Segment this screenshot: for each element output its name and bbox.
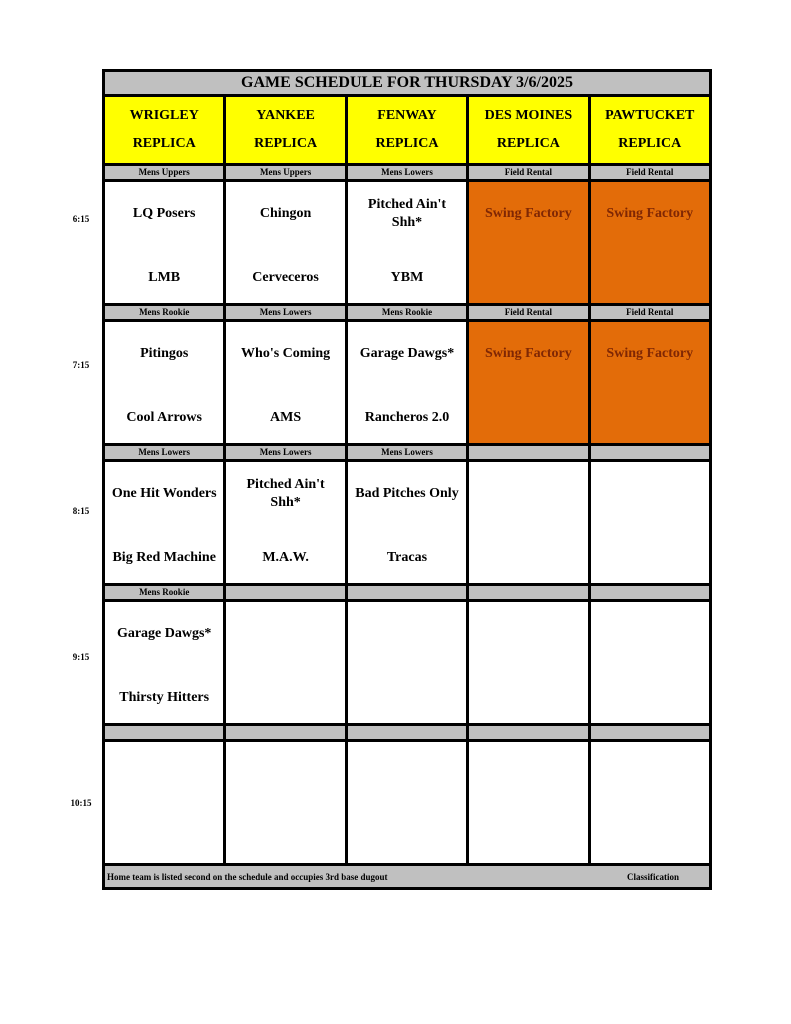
home-team <box>591 538 709 578</box>
field-name: YANKEE <box>256 108 315 123</box>
away-team <box>469 754 587 794</box>
away-team: Swing Factory <box>485 346 572 361</box>
field-name: DES MOINES <box>484 108 573 123</box>
home-team <box>591 678 709 718</box>
game-cell <box>468 461 589 585</box>
away-team <box>105 754 223 794</box>
away-team: Garage Dawgs* <box>359 346 455 361</box>
field-subname: REPLICA <box>254 136 318 151</box>
classification-cell <box>468 725 589 741</box>
home-team <box>105 818 223 858</box>
classification-row <box>104 305 711 321</box>
field-header-row <box>104 96 711 165</box>
game-cell <box>346 321 467 445</box>
classification-cell: Mens Lowers <box>346 165 467 181</box>
home-team <box>591 398 709 438</box>
home-team <box>469 398 587 438</box>
game-cell <box>346 181 467 305</box>
classification-cell: Mens Uppers <box>225 165 346 181</box>
field-subname: REPLICA <box>375 136 439 151</box>
matchup <box>226 322 344 443</box>
home-team: Big Red Machine <box>112 550 216 565</box>
classification-cell <box>346 725 467 741</box>
away-team: Who's Coming <box>241 346 331 361</box>
classification-cell <box>589 445 710 461</box>
field-fenway <box>346 96 467 165</box>
field-wrigley <box>104 96 225 165</box>
away-team: Swing Factory <box>606 346 694 361</box>
classification-cell <box>468 585 589 601</box>
game-cell <box>104 181 225 305</box>
time-slot-label: 6:15 <box>72 214 90 224</box>
home-team <box>348 818 466 858</box>
away-team: Pitched Ain't Shh* <box>367 197 447 230</box>
classification-cell: Mens Lowers <box>346 445 467 461</box>
game-cell <box>589 741 710 865</box>
classification-cell: Mens Lowers <box>225 305 346 321</box>
schedule-title: GAME SCHEDULE FOR THURSDAY 3/6/2025 <box>104 71 711 96</box>
matchup <box>105 182 223 303</box>
away-team <box>591 614 709 654</box>
matchup <box>226 462 344 583</box>
classification-row <box>104 725 711 741</box>
home-team <box>469 818 587 858</box>
game-cell <box>468 741 589 865</box>
game-cell <box>225 601 346 725</box>
classification-cell: Mens Lowers <box>104 445 225 461</box>
away-team: Pitched Ain't Shh* <box>246 477 325 510</box>
field-name: WRIGLEY <box>129 108 199 123</box>
away-team: Swing Factory <box>606 206 694 221</box>
game-cell <box>104 741 225 865</box>
matchup <box>591 602 709 723</box>
matchup <box>469 322 587 443</box>
classification-cell <box>225 725 346 741</box>
home-team: Thirsty Hitters <box>119 690 210 705</box>
home-team <box>348 678 466 718</box>
game-cell <box>104 461 225 585</box>
footer-cell <box>104 865 711 889</box>
field-yankee <box>225 96 346 165</box>
game-cell <box>468 321 589 445</box>
matchup <box>226 182 344 303</box>
classification-row <box>104 585 711 601</box>
matchup <box>105 602 223 723</box>
matchup <box>591 322 709 443</box>
game-row <box>104 601 711 725</box>
footer-content <box>105 872 709 882</box>
classification-cell: Mens Uppers <box>104 165 225 181</box>
classification-cell <box>104 725 225 741</box>
matchup <box>348 602 466 723</box>
away-team: Pitingos <box>140 346 189 361</box>
matchup <box>469 742 587 863</box>
field-des-moines <box>468 96 589 165</box>
away-team: Chingon <box>259 206 312 221</box>
away-team <box>591 474 709 514</box>
home-team: Rancheros 2.0 <box>364 410 450 425</box>
home-team <box>469 258 587 298</box>
matchup <box>105 742 223 863</box>
game-cell <box>346 461 467 585</box>
classification-row <box>104 445 711 461</box>
classification-legend: Classification <box>626 871 679 882</box>
matchup <box>591 182 709 303</box>
game-row <box>104 181 711 305</box>
away-team <box>226 754 344 794</box>
classification-cell <box>589 585 710 601</box>
home-team <box>591 818 709 858</box>
classification-cell <box>346 585 467 601</box>
schedule-table <box>102 69 712 890</box>
home-team <box>226 678 344 718</box>
away-team <box>469 474 587 514</box>
away-team <box>226 614 344 654</box>
matchup <box>348 182 466 303</box>
away-team: One Hit Wonders <box>111 486 217 501</box>
game-cell <box>346 741 467 865</box>
away-team: Swing Factory <box>485 206 572 221</box>
away-team <box>591 754 709 794</box>
matchup <box>469 462 587 583</box>
game-row <box>104 741 711 865</box>
home-team: M.A.W. <box>262 550 309 565</box>
matchup <box>348 742 466 863</box>
classification-cell: Mens Rookie <box>104 585 225 601</box>
time-slot-label: 7:15 <box>72 360 90 370</box>
classification-cell: Field Rental <box>468 305 589 321</box>
title-row <box>104 71 711 96</box>
away-team <box>348 614 466 654</box>
time-slot-label: 8:15 <box>72 506 90 516</box>
classification-cell: Mens Rookie <box>104 305 225 321</box>
classification-row <box>104 165 711 181</box>
home-team <box>469 538 587 578</box>
game-cell <box>468 181 589 305</box>
matchup <box>226 602 344 723</box>
home-team <box>469 678 587 718</box>
home-team: Tracas <box>386 550 428 565</box>
game-row <box>104 321 711 445</box>
home-team <box>226 818 344 858</box>
classification-cell: Field Rental <box>468 165 589 181</box>
classification-cell <box>589 725 710 741</box>
game-cell <box>225 321 346 445</box>
matchup <box>348 462 466 583</box>
matchup <box>105 462 223 583</box>
matchup <box>591 462 709 583</box>
game-cell <box>104 321 225 445</box>
game-cell <box>589 461 710 585</box>
home-team: YBM <box>390 270 424 285</box>
matchup <box>469 182 587 303</box>
matchup <box>348 322 466 443</box>
away-team <box>348 754 466 794</box>
away-team <box>469 614 587 654</box>
game-cell <box>468 601 589 725</box>
home-team: Cerveceros <box>252 270 319 285</box>
matchup <box>591 742 709 863</box>
matchup <box>469 602 587 723</box>
classification-cell <box>468 445 589 461</box>
away-team: Garage Dawgs* <box>116 626 212 641</box>
away-team: LQ Posers <box>132 206 196 221</box>
time-slot-label: 9:15 <box>72 652 90 662</box>
game-row <box>104 461 711 585</box>
time-slot-label: 10:15 <box>70 798 92 808</box>
field-pawtucket <box>589 96 710 165</box>
game-cell <box>225 741 346 865</box>
field-subname: REPLICA <box>618 136 682 151</box>
footer-row <box>104 865 711 889</box>
field-subname: REPLICA <box>496 136 560 151</box>
home-team: LMB <box>148 270 181 285</box>
game-cell <box>346 601 467 725</box>
home-team: Cool Arrows <box>126 410 202 425</box>
field-name: FENWAY <box>377 108 437 123</box>
game-cell <box>225 181 346 305</box>
game-cell <box>589 321 710 445</box>
classification-cell: Field Rental <box>589 305 710 321</box>
home-team <box>591 258 709 298</box>
game-cell <box>104 601 225 725</box>
away-team: Bad Pitches Only <box>355 486 459 501</box>
classification-cell: Mens Lowers <box>225 445 346 461</box>
classification-cell: Mens Rookie <box>346 305 467 321</box>
field-name: PAWTUCKET <box>605 108 695 123</box>
classification-cell <box>225 585 346 601</box>
game-cell <box>225 461 346 585</box>
game-cell <box>589 181 710 305</box>
game-cell <box>589 601 710 725</box>
home-team: AMS <box>270 410 302 425</box>
matchup <box>226 742 344 863</box>
home-team-note: Home team is listed second on the schedule and occupies 3rd base dugout <box>107 871 388 882</box>
classification-cell: Field Rental <box>589 165 710 181</box>
field-subname: REPLICA <box>132 136 196 151</box>
matchup <box>105 322 223 443</box>
